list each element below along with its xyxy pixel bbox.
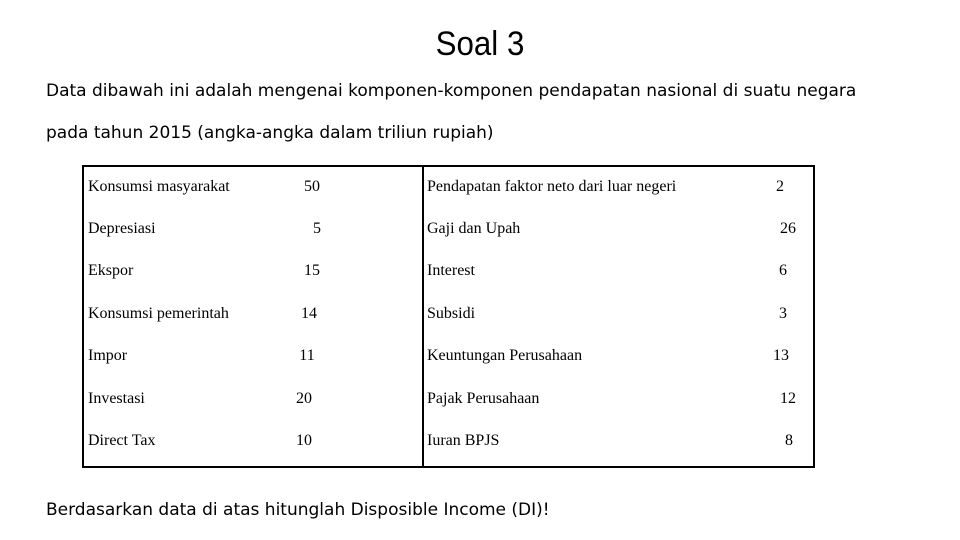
left-row-value: 14 bbox=[301, 305, 317, 322]
right-row-value: 6 bbox=[779, 262, 787, 279]
right-row-value: 3 bbox=[779, 305, 787, 322]
right-row-label: Interest bbox=[427, 262, 475, 279]
left-row-label: Impor bbox=[88, 347, 128, 364]
intro-line-2: pada tahun 2015 (angka-angka dalam triliun rupiah) bbox=[46, 123, 494, 143]
left-row-value: 5 bbox=[313, 220, 321, 237]
question-text: Berdasarkan data di atas hitunglah Disposible Income (DI)! bbox=[46, 500, 550, 520]
left-row-label: Investasi bbox=[88, 390, 145, 407]
right-row-value: 8 bbox=[785, 432, 793, 449]
data-table bbox=[82, 165, 815, 468]
left-row-label: Depresiasi bbox=[88, 220, 156, 237]
left-row-value: 20 bbox=[296, 390, 312, 407]
intro-line-1: Data dibawah ini adalah mengenai komponen-komponen pendapatan nasional di suatu negara bbox=[46, 81, 857, 101]
left-row-value: 15 bbox=[304, 262, 320, 279]
right-row-label: Keuntungan Perusahaan bbox=[427, 347, 583, 364]
table-column-divider bbox=[422, 167, 424, 466]
left-row-label: Ekspor bbox=[88, 262, 134, 279]
left-row-label: Konsumsi pemerintah bbox=[88, 305, 229, 322]
left-row-label: Direct Tax bbox=[88, 432, 156, 449]
right-row-label: Iuran BPJS bbox=[427, 432, 500, 449]
left-row-label: Konsumsi masyarakat bbox=[88, 178, 230, 195]
left-row-value: 10 bbox=[296, 432, 312, 449]
right-row-value: 26 bbox=[780, 220, 796, 237]
right-row-value: 12 bbox=[780, 390, 796, 407]
right-row-label: Subsidi bbox=[427, 305, 476, 322]
right-row-label: Pendapatan faktor neto dari luar negeri bbox=[427, 178, 677, 195]
right-row-label: Pajak Perusahaan bbox=[427, 390, 540, 407]
right-row-value: 2 bbox=[776, 178, 784, 195]
right-row-label: Gaji dan Upah bbox=[427, 220, 521, 237]
left-row-value: 50 bbox=[304, 178, 320, 195]
slide-title: Soal 3 bbox=[435, 25, 525, 63]
right-row-value: 13 bbox=[773, 347, 789, 364]
left-row-value: 11 bbox=[299, 347, 315, 364]
